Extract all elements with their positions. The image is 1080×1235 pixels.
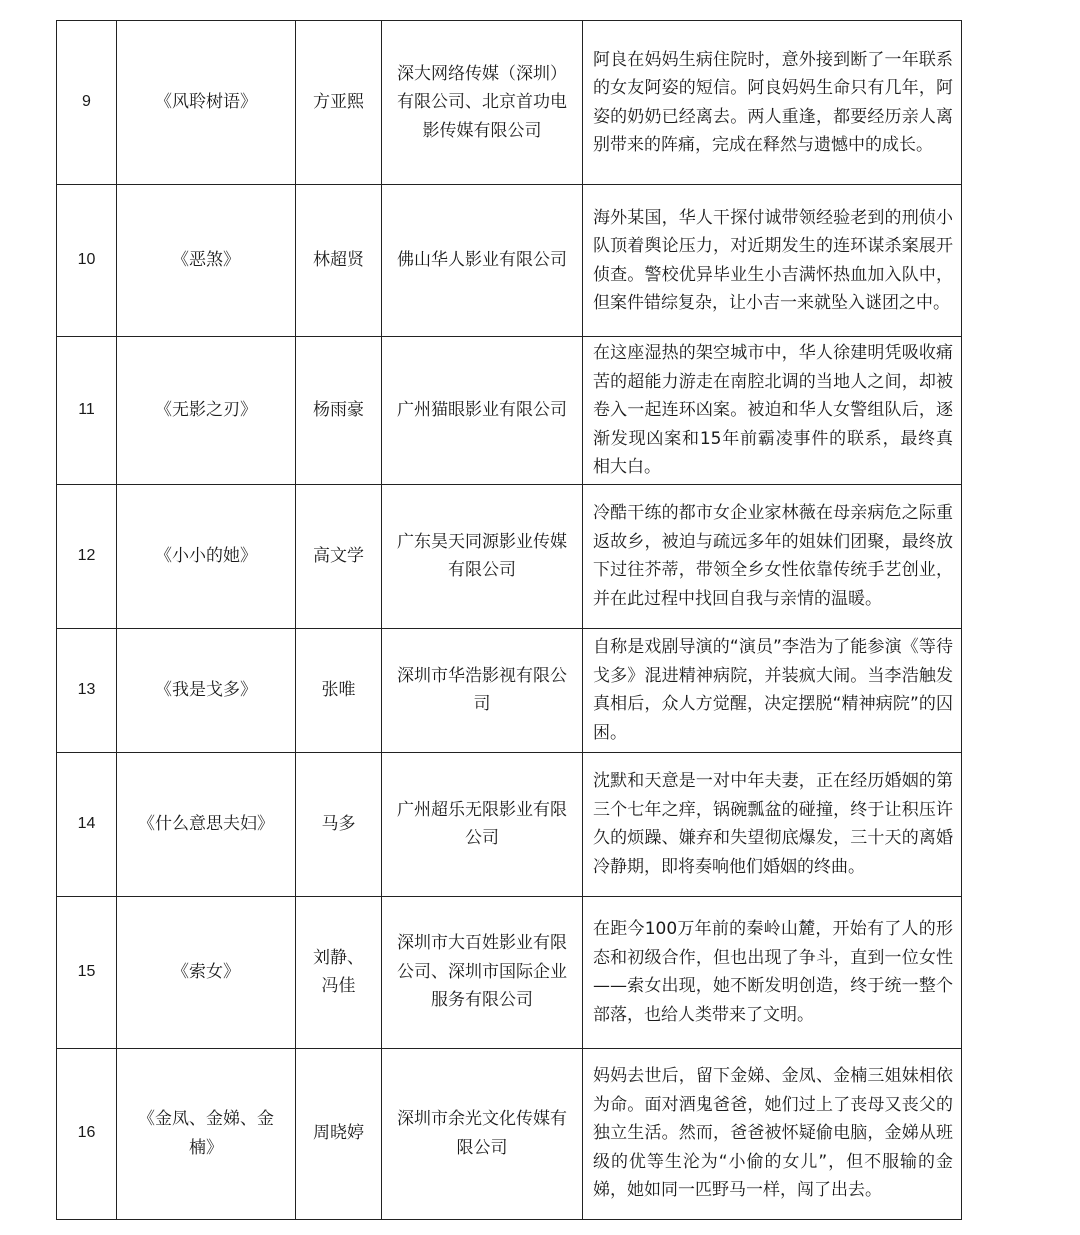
synopsis: 妈妈去世后，留下金娣、金凤、金楠三姐妹相依为命。面对酒鬼爸爸，她们过上了丧母又丧父的独立生活。然而，爸爸被怀疑偷电脑，金娣从班级的优等生沦为“小偷的女儿”，但不服输的金娣，她如同一匹野马一样，闯了出去。 (583, 1048, 962, 1219)
row-number: 10 (57, 185, 117, 337)
synopsis: 在距今100万年前的秦岭山麓，开始有了人的形态和初级合作，但也出现了争斗，直到一位女性——索女出现，她不断发明创造，终于统一整个部落，也给人类带来了文明。 (583, 896, 962, 1048)
row-number: 9 (57, 21, 117, 185)
synopsis: 冷酷干练的都市女企业家林薇在母亲病危之际重返故乡，被迫与疏远多年的姐妹们团聚，最终放下过往芥蒂，带领全乡女性依靠传统手艺创业，并在此过程中找回自我与亲情的温暖。 (583, 484, 962, 628)
production-company: 深大网络传媒（深圳）有限公司、北京首功电影传媒有限公司 (382, 21, 583, 185)
director: 高文学 (296, 484, 382, 628)
row-number: 15 (57, 896, 117, 1048)
table-row (57, 628, 962, 752)
director: 杨雨豪 (296, 337, 382, 485)
row-number: 13 (57, 628, 117, 752)
production-company: 深圳市华浩影视有限公司 (382, 628, 583, 752)
production-company: 广东昊天同源影业传媒有限公司 (382, 484, 583, 628)
director: 周晓婷 (296, 1048, 382, 1219)
row-number: 11 (57, 337, 117, 485)
synopsis: 沈默和天意是一对中年夫妻，正在经历婚姻的第三个七年之痒，锅碗瓢盆的碰撞，终于让积压许久的烦躁、嫌弃和失望彻底爆发，三十天的离婚冷静期，即将奏响他们婚姻的终曲。 (583, 752, 962, 896)
production-company: 深圳市大百姓影业有限公司、深圳市国际企业服务有限公司 (382, 896, 583, 1048)
production-company: 广州猫眼影业有限公司 (382, 337, 583, 485)
film-title: 《什么意思夫妇》 (117, 752, 296, 896)
row-number: 16 (57, 1048, 117, 1219)
film-title: 《风聆树语》 (117, 21, 296, 185)
synopsis: 自称是戏剧导演的“演员”李浩为了能参演《等待戈多》混进精神病院，并装疯大闹。当李浩触发真相后，众人方觉醒，决定摆脱“精神病院”的囚困。 (583, 628, 962, 752)
director: 方亚熙 (296, 21, 382, 185)
table-row (57, 337, 962, 485)
film-list-table (56, 20, 962, 1220)
table-row (57, 185, 962, 337)
film-title: 《索女》 (117, 896, 296, 1048)
production-company: 深圳市余光文化传媒有限公司 (382, 1048, 583, 1219)
row-number: 14 (57, 752, 117, 896)
table-row (57, 484, 962, 628)
film-title: 《金凤、金娣、金楠》 (117, 1048, 296, 1219)
row-number: 12 (57, 484, 117, 628)
production-company: 广州超乐无限影业有限公司 (382, 752, 583, 896)
table-row (57, 752, 962, 896)
director: 张唯 (296, 628, 382, 752)
production-company: 佛山华人影业有限公司 (382, 185, 583, 337)
director: 刘静、冯佳 (296, 896, 382, 1048)
table-row (57, 1048, 962, 1219)
table-row (57, 896, 962, 1048)
film-title: 《无影之刃》 (117, 337, 296, 485)
film-title: 《小小的她》 (117, 484, 296, 628)
synopsis: 在这座湿热的架空城市中，华人徐建明凭吸收痛苦的超能力游走在南腔北调的当地人之间，却被卷入一起连环凶案。被迫和华人女警组队后，逐渐发现凶案和15年前霸凌事件的联系，最终真相大白。 (583, 337, 962, 485)
synopsis: 海外某国，华人干探付诚带领经验老到的刑侦小队顶着舆论压力，对近期发生的连环谋杀案展开侦查。警校优异毕业生小吉满怀热血加入队中，但案件错综复杂，让小吉一来就坠入谜团之中。 (583, 185, 962, 337)
table-row (57, 21, 962, 185)
film-title: 《我是戈多》 (117, 628, 296, 752)
director: 马多 (296, 752, 382, 896)
film-title: 《恶煞》 (117, 185, 296, 337)
synopsis: 阿良在妈妈生病住院时，意外接到断了一年联系的女友阿姿的短信。阿良妈妈生命只有几年，阿姿的奶奶已经离去。两人重逢，都要经历亲人离别带来的阵痛，完成在释然与遗憾中的成长。 (583, 21, 962, 185)
director: 林超贤 (296, 185, 382, 337)
